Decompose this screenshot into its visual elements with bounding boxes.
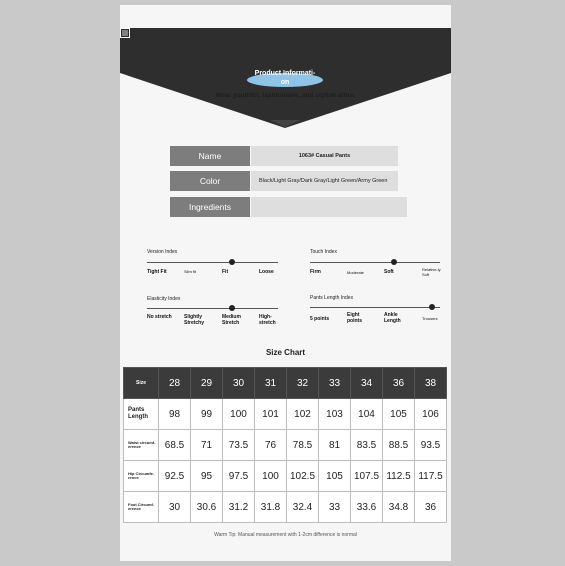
row-label: Ingredients <box>170 197 250 217</box>
elasticity-index-track <box>147 308 278 309</box>
header-cell: Size <box>124 368 159 399</box>
table-cell: 88.5 <box>383 430 415 461</box>
title-line-1: Product Informati- <box>254 70 316 77</box>
title-line-2: on <box>280 79 290 86</box>
touch-index-marker <box>391 259 397 265</box>
touch-index-track <box>310 262 440 263</box>
table-cell: 100 <box>255 461 287 492</box>
table-cell: 101 <box>255 399 287 430</box>
row-value: Black/Light Gray/Dark Gray/Light Green/Army Green <box>251 171 398 191</box>
version-label: Loose <box>259 269 274 275</box>
table-cell: 31.2 <box>223 492 255 523</box>
row-label: Hip Circumfe-rence <box>124 461 159 492</box>
table-cell: 92.5 <box>159 461 191 492</box>
table-cell: 98 <box>159 399 191 430</box>
version-index-track <box>147 262 278 263</box>
size-header-row <box>124 368 447 399</box>
row-value: 1063# Casual Pants <box>251 146 398 166</box>
elasticity-label: No stretch <box>147 314 172 320</box>
table-cell: 112.5 <box>383 461 415 492</box>
table-cell: 93.5 <box>415 430 447 461</box>
table-cell: 99 <box>191 399 223 430</box>
table-cell: 34.8 <box>383 492 415 523</box>
table-row <box>124 430 447 461</box>
table-cell: 97.5 <box>223 461 255 492</box>
version-label: Slim fit <box>184 269 196 274</box>
table-cell: 73.5 <box>223 430 255 461</box>
table-cell: 105 <box>319 461 351 492</box>
table-cell: 104 <box>351 399 383 430</box>
row-label: Pants Length <box>124 399 159 430</box>
page-title <box>230 69 340 87</box>
table-cell: 36 <box>415 492 447 523</box>
table-row <box>124 399 447 430</box>
table-cell: 106 <box>415 399 447 430</box>
header-cell: 34 <box>351 368 383 399</box>
touch-index-title: Touch Index <box>310 249 337 255</box>
header-cell: 29 <box>191 368 223 399</box>
elasticity-index-marker <box>229 305 235 311</box>
table-cell: 81 <box>319 430 351 461</box>
version-index-marker <box>229 259 235 265</box>
version-label: Tight Fit <box>147 269 167 275</box>
row-label: Foot Circumf-erence <box>124 492 159 523</box>
table-cell: 103 <box>319 399 351 430</box>
length-index-marker <box>429 304 435 310</box>
elasticity-label: High-stretch <box>259 314 276 326</box>
table-cell: 102 <box>287 399 319 430</box>
length-index-track <box>310 307 440 308</box>
table-cell: 68.5 <box>159 430 191 461</box>
table-cell: 78.5 <box>287 430 319 461</box>
row-label: Color <box>170 171 250 191</box>
size-chart-title: Size Chart <box>265 348 306 357</box>
header-cell: 33 <box>319 368 351 399</box>
row-value <box>251 197 407 217</box>
length-label: 5 points <box>310 316 330 322</box>
table-cell: 105 <box>383 399 415 430</box>
table-row <box>124 492 447 523</box>
table-cell: 100 <box>223 399 255 430</box>
table-cell: 83.5 <box>351 430 383 461</box>
product-info-page <box>120 5 451 561</box>
warm-tip: Warm Tip: Manual measurement with 1-2cm difference is normal <box>214 532 357 538</box>
version-label: Fit <box>222 269 229 275</box>
table-cell: 102.5 <box>287 461 319 492</box>
elasticity-label: Medium Stretch <box>222 314 241 326</box>
length-label: Eight points <box>347 312 362 324</box>
row-label: Waist circumf-erence <box>124 430 159 461</box>
header-cell: 28 <box>159 368 191 399</box>
table-cell: 117.5 <box>415 461 447 492</box>
header-cell: 32 <box>287 368 319 399</box>
table-cell: 31.8 <box>255 492 287 523</box>
header-cell: 30 <box>223 368 255 399</box>
table-row <box>124 461 447 492</box>
header-cell: 36 <box>383 368 415 399</box>
document-icon[interactable] <box>120 28 130 38</box>
size-chart-table <box>123 367 447 523</box>
row-label: Name <box>170 146 250 166</box>
length-label: Trousers <box>422 316 438 321</box>
table-cell: 33 <box>319 492 351 523</box>
table-cell: 95 <box>191 461 223 492</box>
version-index-title: Version Index <box>147 249 178 255</box>
touch-label: Firm <box>310 269 321 275</box>
page-header <box>120 28 451 128</box>
table-cell: 32.4 <box>287 492 319 523</box>
length-index-title: Pants Length Index <box>310 295 354 301</box>
table-cell: 30 <box>159 492 191 523</box>
table-cell: 33.6 <box>351 492 383 523</box>
elasticity-label: Slightly Stretchy <box>184 314 205 326</box>
table-cell: 30.6 <box>191 492 223 523</box>
touch-label: Soft <box>384 269 394 275</box>
table-cell: 107.5 <box>351 461 383 492</box>
header-cell: 31 <box>255 368 287 399</box>
elasticity-index-title: Elasticity Index <box>147 296 181 302</box>
length-label: Ankle Length <box>384 312 401 324</box>
touch-label: Relative-ly Soft <box>422 267 441 277</box>
header-cell: 38 <box>415 368 447 399</box>
table-cell: 71 <box>191 430 223 461</box>
table-cell: 76 <box>255 430 287 461</box>
touch-label: Moderate <box>347 270 364 275</box>
page-subtitle: Wear youthful, fashionable, and stylish attire. <box>215 92 356 99</box>
